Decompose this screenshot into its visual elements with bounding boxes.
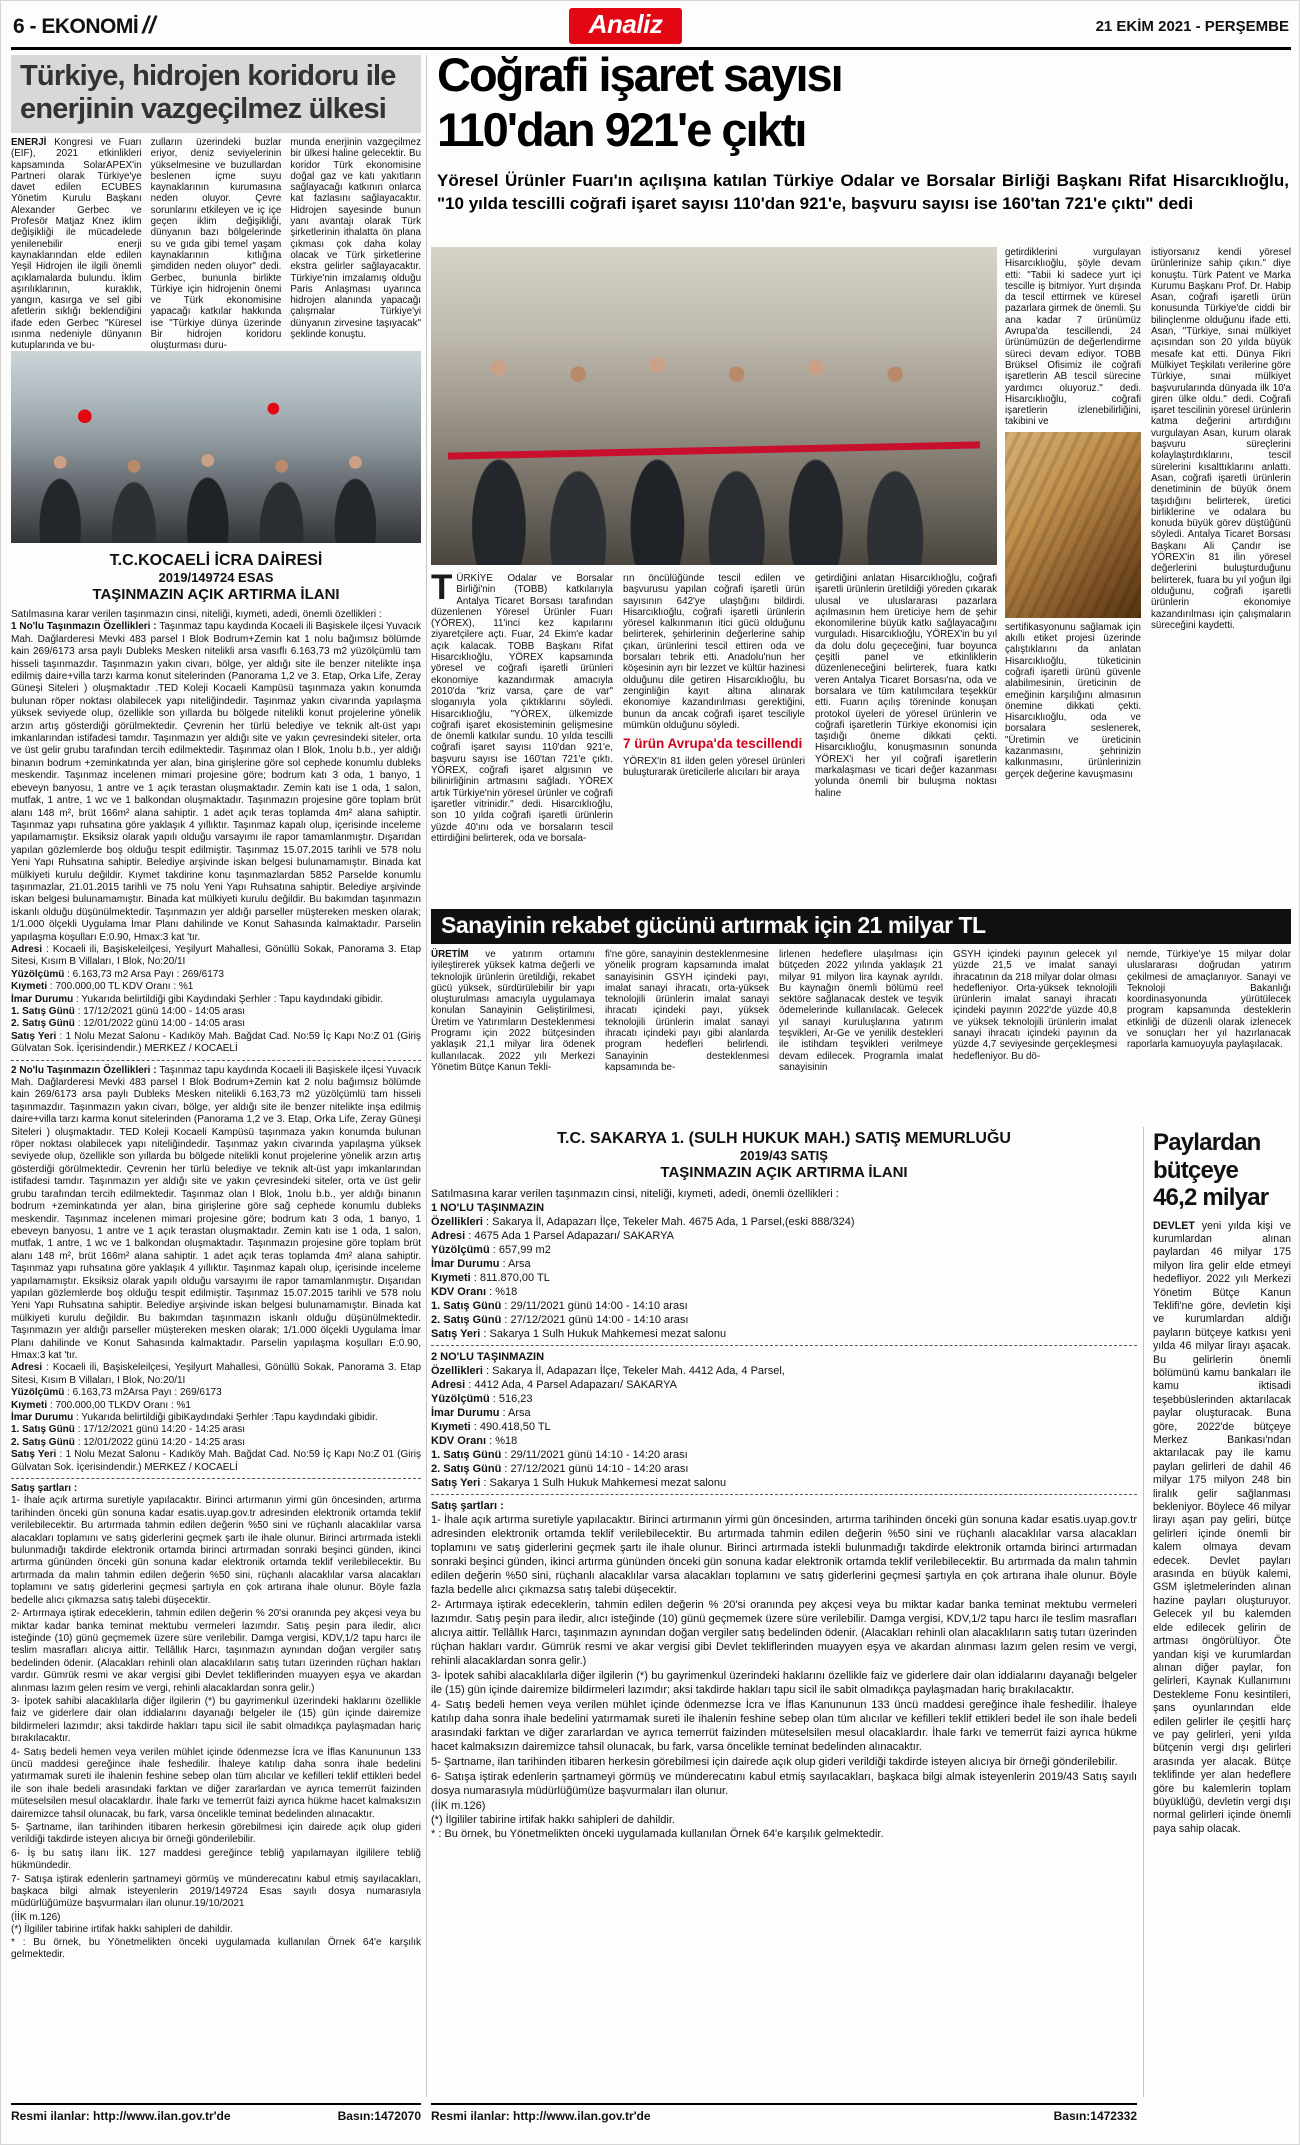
masthead: [13, 9, 1289, 43]
kocaeli-intro: Satılmasına karar verilen taşınmazın cinsi, niteliği, kıymeti, adedi, önemli özellikleri :: [11, 609, 382, 620]
hydrogen-title-line2: enerjinin vazgeçilmez ülkesi: [20, 93, 387, 125]
shares-article-title: [1153, 1129, 1291, 1212]
sakarya-field: İmar Durumu : Arsa: [431, 1407, 531, 1419]
kocaeli-field: Kıymeti : 700.000,00 TL KDV Oranı : %1: [11, 981, 194, 993]
official-ads-url: Resmi ilanlar: http://www.ilan.gov.tr'de: [431, 2109, 651, 2123]
sakarya-field: Kıymeti : 811.870,00 TL: [431, 1272, 550, 1284]
kocaeli-term-2: 2- Artırmaya iştirak edeceklerin, tahmin edilen değerin % 20'si oranında pey akçesi veya bu miktar kadar banka teminat mektubu vermeleri lazımdır. Satış peşin para iledir, alıcı isteğinde (10) günü geçmemek üzere süre verilebilir. Damga vergisi, KDV,1/2 tapu harcı ile teslim masrafları alıcıya aittir. Tellâllık Harcı, taşınmazın aynından doğan vergiler satış bedelinden ödenir. (Alacakları rehinli olan alacaklıların satış tutarı üzerinden rüçhan hakları vardır. Gümrük resmi ve akar vergisi gibi Devlet tekliflerinden muayyen eşya ve akardan alınması lazım gelen resim ve vergi, rehinli alacaklardan sonra gelir.): [11, 1608, 421, 1694]
geo-headline-line2: 110'dan 921'e çıktı: [437, 103, 806, 156]
kocaeli-field: 1. Satış Günü : 17/12/2021 günü 14:20 - 14:25 arası: [11, 1424, 246, 1436]
hydrogen-col2: zulların üzerindeki buzlar eriyor, deniz seviyelerinin yükselmesine ve buzullardan beslenen içme suyu kaynaklarının kurumasına neden oluyor. Çevre sorunlarını etkileyen ve iç içe geçen iklim değişikliği, dünyanın bazı bölgelerinde su ve gıda gibi temel yaşam kaynaklarının kıtlığına şimdiden neden oluyor" dedi. Gerbec, bununla birlikte Türkiye için hidrojenin önemi ve Türk ekonomisine yapacağı katkılar hakkında ise "Türkiye dünya üzerinde Bir hidrojen koridoru oluşturması duru-: [150, 137, 282, 352]
kocaeli-field: İmar Durumu : Yukarıda belirtildiği gibi Kaydındaki Şerhler : Tapu kaydındaki gibidir.: [11, 993, 384, 1005]
shares-lead-word: DEVLET: [1153, 1219, 1195, 1232]
shares-article: [1153, 1129, 1291, 2129]
sakarya-field: Kıymeti : 490.418,50 TL: [431, 1421, 551, 1433]
kocaeli-notice-title: TAŞINMAZIN AÇIK ARTIRMA İLANI: [92, 586, 340, 603]
newspaper-logo: Analiz: [569, 8, 683, 44]
divider: [431, 1345, 1137, 1346]
sakarya-field: Satış Yeri : Sakarya 1 Sulh Hukuk Mahkemesi mezat salonu: [431, 1328, 727, 1340]
sakarya-field: 2. Satış Günü : 27/12/2021 günü 14:10 - 14:20 arası: [431, 1463, 689, 1475]
sanayi-article-body: [431, 949, 1291, 1117]
ceremony-ribbon: [448, 442, 980, 460]
kocaeli-field: 2. Satış Günü : 12/01/2022 günü 14:00 - 14:05 arası: [11, 1018, 246, 1030]
kocaeli-note: (*) İlgililer tabirine irtifak hakkı sahipleri de dahildir.: [11, 1924, 233, 1936]
sakarya-terms-title: Satış şartları :: [431, 1500, 504, 1512]
kocaeli-auction-notice: [11, 551, 421, 2097]
kocaeli-terms-title: Satış şartları :: [11, 1483, 78, 1495]
hydrogen-title-line1: Türkiye, hidrojen koridoru ile: [20, 60, 396, 92]
sakarya-lot1-title: 1 NO'LU TAŞINMAZIN: [431, 1202, 545, 1214]
sakarya-term-6: 6- Satışa iştirak edenlerin şartnameyi görmüş ve münderecatını kabul etmiş sayılacakları, başkaca bilgi almak isteyenlerin 2019/43 Satış sayılı dosya numarasıyla müdürlüğümüze başvurmaları ilan olunur.: [431, 1771, 1137, 1797]
sakarya-term-2: 2- Artırmaya iştirak edeceklerin, tahmin edilen değerin % 20'si oranında pey akçesi veya bu miktar kadar banka teminat mektubu vermeleri lazımdır. Satış peşin para iledir, alıcı isteğinde (10) günü geçmemek üzere süre verilebilir. Damga vergisi, KDV,1/2 tapu harcı ile teslim masrafları alıcıya aittir. Tellâllık Harcı, taşınmazın aynından doğan vergiler satış bedelinden ödenir. (Alacakları rehinli olan alacaklıların satış tutarı üzerinden rüçhan hakları vardır. Gümrük resmi ve akar vergisi gibi Devlet tekliflerinden muayyen eşya ve akardan alınması lazım gelen resim ve vergi, rehinli alacaklardan sonra gelir.): [431, 1599, 1137, 1667]
kocaeli-field: Yüzölçümü : 6.163,73 m2Arsa Payı : 269/6173: [11, 1387, 222, 1399]
kocaeli-field: 2. Satış Günü : 12/01/2022 günü 14:20 - 14:25 arası: [11, 1436, 246, 1448]
kocaeli-term-4: 4- Satış bedeli hemen veya verilen mühlet içinde ödenmezse İcra ve İflas Kanununun 133 üncü maddesi gereğince ihale feshedilir. İhaleye katılıp daha sonra ihale bedelini yatırmamak sureti ile ihalenin feshine sebep olan tüm alıcılar ve kefilleri teklif ettikleri bedel ile son ihale bedeli arasındaki farktan ve diğer zararlardan ve ayrıca temerrüt faizinden müteselsilen mesul olacaklardır. İhale farkı ve temerrüt faizi ayrıca hükme hacet kalmaksızın dairemizce tahsil olunacak, bu fark, varsa öncelikle teminat bedelinden alınacaktır.: [11, 1746, 421, 1820]
sakarya-term-3: 3- İpotek sahibi alacaklılarla diğer ilgilerin (*) bu gayrimenkul üzerindeki haklarını özellikle faiz ve giderlere dair olan iddialarını dayanağı belgeler ile (15) gün içinde dairemize bildirmeleri lazımdır; aksi takdirde hakları tapu sicil ile sabit olmadıkça paylaşmadan hariç bırakılacaktır.: [431, 1670, 1137, 1696]
kocaeli-field: Adresi : Kocaeli ili, Başiskeleilçesi, Yeşilyurt Mahallesi, Gönüllü Sokak, Panorama 3. Etap Sitesi, Kısım B Villaları, I Blok, No:20/1I: [11, 943, 421, 968]
geo-headline-line1: Coğrafi işaret sayısı: [437, 48, 842, 101]
kocaeli-lot2-description: 2 No'lu Taşınmazın Özellikleri : Taşınmaz tapu kaydında Kocaeli ili Başiskele ilçesi Yuvacık Mah. Dağlarderesi Mevki 483 parsel I Blok Bodrum+Zemin kat 2 nolu bağımsız bölümde kain 269/6173 arsa paylı Dubleks Mesken nitelikli 6.163,73 m2 yüzölçümlü tam hisseli taşınmazdır. Taşınmazın yakın civarı, bölge, yer aldığı site ile benzer nitelikte inşa edilmiş daire+villa tarzı karma konut sitelerinden (Panorama 1,2 ve 3. Etap, Orka Life, Zeray Güneşi Siteleri ) oluşmaktadır. TED Koleji Kocaeli Kampüsü taşınmaza yakın konumda bulunan röper noktası olabilecek yapı niteliğindedir. Taşınmaz yakın civarında yapılaşma yüksek seviyede olup, özellikle son yıllarda bu bölgede nitelikli konut projelerine yönelik arzın artış gösterdiği görülmektedir. Çevrenin her türlü belediye ve teknik alt-üst yapı imkanlarından istifadesi tamdır. Taşınmazın yer aldığı site ve yakın çevresindeki siteler, orta ve üst gelir grubu tarafından tercih edilmektedir. Taşınmaz olan I Blok, 1nolu b.b., yer aldığı binanın bodrum +zeminkatında yer alan, bina girişlerine göre sağ cephede konumlu dubleks meskendir. Taşınmaz incelenen mimari projesine göre; bodrum katı 3 oda, 1 banyo, 1 ebeveyn banyosu, 1 antre ve 1 açık terastan oluşmaktadır. Zemin katı ise 1 oda, 1 salon, mutfak, 1 antre, 1 wc ve 1 balkondan oluşmaktadır. Taşınmazın projesine göre toplam brüt alanı 148 m², brüt 166m² alana sahiptir. 1 adet açık teras toplamda 4m² alana sahiptir. Taşınmaz yapı ruhsatına göre yaklaşık 4 yıllıktır. Taşınmaz kapalı olup, içerisinde inceleme yapılamamıştır. Eksiksiz olarak yapılı olduğu varsayımı ile rapor tamamlanmıştır. Dışarıdan yapılan gözlemlerde boş olduğu tespit edilmiştir. Taşınmaz 15.07.2015 tarihli ve 578 nolu Yeni Yapı Ruhsatına sahiptir. Belediye arşivinde iskan belgesi bulunamamıştır. Binada kat mülkiyeti kurulu değildir. Bu bakımdan taşınmazın iskanlı olduğu düşünülmektedir. Taşınmazın yer aldığı parseller müştereken mesken olarak; 1/1.000 ölçekli Uygulama İmar Planı dahilinde ve Konut Sahasında kalmaktadır. Parselin yapılaşma koşulları E:0.90, Hmax:3 kat 'tır.: [11, 1064, 421, 1361]
sakarya-field: Adresi : 4675 Ada 1 Parsel Adapazarı/ SAKARYA: [431, 1230, 674, 1242]
sakarya-field: Adresi : 4412 Ada, 4 Parsel Adapazarı/ SAKARYA: [431, 1379, 678, 1391]
kocaeli-term-3: 3- İpotek sahibi alacaklılarla diğer ilgilerin (*) bu gayrimenkul üzerindeki haklarını özellikle faiz ve giderlere dair olan iddialarını dayanağı belgeler ile (15) gün içinde dairemize bildirmeleri lazımdır; aksi takdirde hakları tapu sicil ile sabit olmadıkça paylaşmadan hariç bırakılacaktır.: [11, 1695, 421, 1745]
section-label: 6 - EKONOMİ: [13, 15, 139, 38]
kocaeli-field: 1. Satış Günü : 17/12/2021 günü 14:00 - 14:05 arası: [11, 1006, 246, 1017]
geo-col2b: YÖREX'in 81 ilden gelen yöresel ürünleri buluşturarak üreticilerle alıcıları bir araya: [623, 755, 805, 778]
sakarya-auction-notice: [431, 1129, 1137, 2097]
press-number: Basın:1472070: [337, 2109, 421, 2123]
sakarya-court-name: T.C. SAKARYA 1. (SULH HUKUK MAH.) SATIŞ MEMURLUĞU: [557, 1130, 1011, 1147]
shares-title-line3: 46,2 milyar: [1153, 1184, 1269, 1211]
press-number: Basın:1472332: [1053, 2109, 1137, 2123]
geo-col2a: rın öncülüğünde tescil edilen ve başvurusu yapılan coğrafi işaretli ürün sayısının 642'ye ulaştığını bildirdi. Hisarcıklıoğlu, coğrafi işaretli ürünlerin yöresel kalkınmanın itici gücü olduğunu belirterek, şehirlerinin değerlerine sahip çıkan, ürünlerini tescil ettiren oda ve borsaları tebrik etti. Anadolu'nun her köşesinin ayrı bir lezzet ve kültür hazinesi olduğunu dile getiren Hisarcıklıoğlu, bu zenginliğin kayıt altına alınarak ekonomiye kazandırılması gerektiğini, bunun da ancak coğrafi işaret tesciliyle mümkün olduğunu söyledi.: [623, 573, 805, 731]
hydrogen-article-body: [11, 137, 422, 352]
kocaeli-field: Kıymeti : 700.000,00 TLKDV Oranı : %1: [11, 1399, 191, 1411]
geo-article-body: [431, 568, 997, 901]
sakarya-intro: Satılmasına karar verilen taşınmazın cinsi, niteliği, kıymeti, adedi, önemli özellikleri :: [431, 1188, 839, 1200]
sakarya-note: (*) İlgililer tabirine irtifak hakkı sahipleri de dahildir.: [431, 1814, 675, 1826]
hydrogen-article-title: [11, 55, 421, 133]
kocaeli-lot1-description: 1 No'lu Taşınmazın Özellikleri : Taşınmaz tapu kaydında Kocaeli ili Başiskele ilçesi Yuvacık Mah. Dağlarderesi Mevki 483 parsel I Blok Bodrum+Zemin kat 1 nolu bağımsız bölümde kain 269/6173 arsa paylı Dubleks Mesken nitelikli arsa vasıflı 6.163,73 m2 yüzölçümlü tam hisseli taşınmazdır. Taşınmazın yakın civarı, bölge, yer aldığı site ile benzer nitelikte inşa edilmiş daire+villa tarzı karma konut sitelerinden (Panorama 1,2 ve 3. Etap, Orka Life, Zeray Güneşi Siteleri ) oluşmaktadır .TED Koleji Kocaeli Kampüsü taşınmaza yakın konumda bulunan röper noktası olabilecek yapı niteliğindedir. Taşınmaz yakın civarında yapılaşma yüksek seviyede olup, özellikle son yıllarda bu bölgede nitelikli konut projelerine yönelik arzın artış gösterdiği görülmektedir. Çevrenin her türlü belediye ve teknik alt-üst yapı imkanlarından istifadesi tamdır. Taşınmazın yer aldığı site ve yakın çevresindeki siteler, orta ve üst gelir grubu tarafından tercih edilmektedir. Taşınmaz olan I Blok, 1nolu b.b., yer aldığı binanın bodrum +zeminkatında yer alan, bina girişlerine göre sol cephede konumlu dubleks meskendir. Taşınmaz incelenen mimari projesine göre; bodrum katı 3 oda, 1 banyo, 1 ebeveyn banyosu, 1 antre ve 1 açık terastan oluşmaktadır. Zemin katı ise 1 oda, 1 salon, mutfak, 1 antre, 1 wc ve 1 balkondan oluşmaktadır. Taşınmazın projesine göre toplam brüt alanı 148 m², brüt 166m² alana sahiptir. 1 adet açık teras toplamda 4m² alana sahiptir. Taşınmaz yapı ruhsatına göre yaklaşık 4 yıllıktır. Taşınmaz kapalı olup, içerisinde inceleme yapılamamıştır. Eksiksiz olarak yapılı olduğu varsayımı ile rapor tamamlanmıştır. Dışarıdan yapılan gözlemlerde boş olduğu tespit edilmiştir. Taşınmaz 15.07.2015 tarihli ve 578 nolu Yeni Yapı Ruhsatına sahiptir. Belediye arşivinde iskan belgesi bulunamamıştır. Binada kat mülkiyeti kurulu değildir. Kıymet takdirine konu taşınmazlardan 5852 Parselde konumlu taşınmazlar, 21.01.2015 tarihli ve 75 nolu Yeni Yapı Ruhsatına sahiptir. Belediye arşivinde iskan belgesi bulunamamıştır. Binada kat mülkiyeti kurulu değildir. Bu bakımdan taşınmazın iskanlı olduğu düşünülmektedir. Taşınmazın yer aldığı parseller müştereken mesken olarak; 1/1.000 ölçekli Uygulama İmar Planı dahilinde ve Konut Sahasında kalmaktadır. Parselin yapılaşma koşulları E:0.90, Hmax:3 kat 'tır.: [11, 621, 421, 943]
kocaeli-court-name: T.C.KOCAELİ İCRA DAİRESİ: [109, 552, 323, 569]
divider: [11, 1478, 421, 1479]
geo-dropcap: T: [431, 568, 453, 607]
sanayi-col1: ÜRETİM ve yatırım ortamını iyileştirerek yüksek katma değerli ve teknolojik ürünlerin üretildiği, rekabet gücü yüksek, sürdürülebilir bir yapı oluşturulması amacıyla uygulamaya konulan Sanayinin Geliştirilmesi, Üretim ve Yatırımların Desteklenmesi Programı için 2022 bütçesinden yaklaşık 21,1 milyar lira ödenek kullanılacak. 2022 yılı Merkezi Yönetim Bütçe Kanun Tekli-: [431, 949, 595, 1073]
official-ads-url: Resmi ilanlar: http://www.ilan.gov.tr'de: [11, 2109, 231, 2123]
sakarya-lot2-title: 2 NO'LU TAŞINMAZIN: [431, 1351, 545, 1363]
sakarya-case-number: 2019/43 SATIŞ: [740, 1148, 828, 1163]
geo-col4b: sertifikasyonunu sağlamak için akıllı etiket projesi üzerinde çalıştıklarını da anlatan Hisarcıklıoğlu, tüketicinin coğrafi işaretli ürünü güvenle alabilmesinin, üreticinin de emeğinin karşılığını almasının önemine dikkati çekti. Hisarcıklıoğlu, oda ve borsalara seslenerek, "Üretimin ve üreticinin kazanmasını, şehrinizin kalkınmasını, ürünlerinizin gerçek değerine kavuşmasını: [1005, 621, 1141, 780]
hydrogen-lead-word: ENERJİ: [11, 137, 47, 148]
sakarya-notice-title: TAŞINMAZIN AÇIK ARTIRMA İLANI: [660, 1164, 908, 1181]
geo-col2: [623, 573, 805, 901]
geo-article-headline: [437, 47, 1293, 157]
geo-col5: istiyorsanız kendi yöresel ürünlerinize sahip çıkın." diye konuştu. Türk Patent ve Marka Kurumu Başkanı Prof. Dr. Habip Asan, coğrafi işaretli ürün konusunda Türkiye'de ciddi bir bilinçlenme olduğunu ifade etti. Asan, "Türkiye, sınai mülkiyet açısından son 20 yılda büyük mesafe kat etti. Dünya Fikri Mülkiyet Teşkilatı verilerine göre Türkiye, sınai mülkiyet başvurularında dünyada ilk 10'a giren ülke oldu." dedi. Coğrafi işaret tescilinin yöresel ürünlerin katma değerini artırdığını vurgulayan Asan, kurum olarak başvuru süreçlerini kolaylaştırdıklarını, tescil sürelerini kısalttıklarını anlattı. Asan, coğrafi işaretli ürünlerin denetiminin de büyük önem taşıdığını belirterek, üretici birliklerine ve odalara bu konuda büyük görev düştüğünü söyledi. Antalya Ticaret Borsası Başkanı Ali Çandır ise YÖREX'in 81 ilin yöresel değerlerini buluşturduğunu belirterek, fuara bu yıl yoğun ilgi olduğunu, coğrafi işaretli ürünlerin ekonomiye kazandırılması için çalışmaların süreceğini kaydetti.: [1151, 247, 1291, 631]
slashes-mark: //: [142, 12, 156, 39]
sakarya-field: Yüzölçümü : 516,23: [431, 1393, 533, 1405]
sakarya-field: KDV Oranı : %18: [431, 1435, 518, 1447]
issue-date: 21 EKİM 2021 - PERŞEMBE: [1095, 17, 1289, 35]
shares-title-line1: Paylardan: [1153, 1129, 1261, 1156]
sakarya-field: Satış Yeri : Sakarya 1 Sulh Hukuk Mahkemesi mezat salonu: [431, 1477, 727, 1489]
sakarya-field: Özellikleri : Sakarya İl, Adapazarı İlçe, Tekeler Mah. 4412 Ada, 4 Parsel,: [431, 1365, 785, 1377]
divider: [431, 1494, 1137, 1495]
kocaeli-term-6: 6- İş bu satış ilanı İİK. 127 maddesi gereğince tebliğ yapılamayan ilgililere tebliğ hükmündedir.: [11, 1847, 421, 1872]
sakarya-field: Özellikleri : Sakarya İl, Adapazarı İlçe, Tekeler Mah. 4675 Ada, 1 Parsel,(eski 888/324): [431, 1216, 855, 1228]
kocaeli-field: Satış Yeri : 1 Nolu Mezat Salonu - Kadıköy Mah. Bağdat Cad. No:59 İç Kapı No:Z 01 (Giriş Gülvatan Sok. İçerisindendir.) MERKEZ / KOCAELİ: [11, 1030, 421, 1055]
kocaeli-field: Adresi : Kocaeli ili, Başiskeleilçesi, Yeşilyurt Mahallesi, Gönüllü Sokak, Panorama 3. Etap Sitesi, Kısım B Villaları, I Blok, No:20/1I: [11, 1362, 421, 1386]
kocaeli-term-7: 7- Satışa iştirak edenlerin şartnameyi görmüş ve münderecatını kabul etmiş sayılacakları, başkaca bilgi almak isteyenlerin 2019/149724 Esas sayılı dosya numarasıyla müdürlüğümüze başvurmaları ilan olunur.19/10/2021: [11, 1873, 421, 1910]
hydrogen-col1: ENERJİ Kongresi ve Fuarı (EIF), 2021 etkinlikleri kapsamında SolarAPEX'in Partneri olarak Türkiye'ye davet edilen ECUBES Yönetim Kurulu Başkanı Alexander Gerbec ve Profesör Matjaz Knez iklim değişikliği ile mücadelede yenilenebilir enerji kaynaklarından elde edilen Yeşil Hidrojen ile ilgili önemli açıklamalarda bulundu. İklim aşırılıklarının, kuraklık, yangın, kasırga ve sel gibi afetlerin sıklığı beklendiğini ifade eden Gerbec "Küresel ısınma nedeniyle dünyanın kutuplarında ve bu-: [11, 137, 142, 352]
kocaeli-case-number: 2019/149724 ESAS: [158, 570, 274, 585]
sanayi-col3: lirlenen hedeflere ulaşılması için bütçeden 2022 yılında yaklaşık 21 milyar 91 milyon lira kaynak ayrıldı. Bu kaynağın önemli bölümü reel sektöre sağlanacak destek ve teşvik ödemelerinde kullanılacak. Gelecek yıl sanayi kuruluşlarına yatırım teşvikleri, Ar-Ge ve yenilik destekleri ile istihdam teşvikleri verilmeye devam edilecek. Programla imalat sanayisinin: [779, 949, 943, 1073]
shares-title-line2: bütçeye: [1153, 1156, 1239, 1184]
sakarya-field: 1. Satış Günü : 29/11/2021 günü 14:00 - 14:10 arası: [431, 1300, 688, 1312]
sanayi-col2: fi'ne göre, sanayinin desteklenmesine yönelik program kapsamında imalat sanayisinin GSYH içindeki payı, imalat sanayi ihracatı, orta-yüksek teknolojili ürünlerin imalat sanayi ihracatı içindeki payı, yüksek teknolojili ürünlerin imalat sanayi ihracatı içindeki payı gibi alanlarda program hedefleri belirlendi. Sanayinin desteklenmesi kapsamında be-: [605, 949, 769, 1073]
column-rule-left: [426, 55, 427, 2097]
sakarya-term-4: 4- Satış bedeli hemen veya verilen mühlet içinde ödenmezse İcra ve İflas Kanununun 133 üncü maddesi gereğince ihale feshedilir. İhaleye katılıp daha sonra ihale bedelini yatırmamak sureti ile ihalenin feshine sebep olan tüm alıcılar ve kefilleri teklif ettikleri bedel ile son ihale bedeli arasındaki farktan ve diğer zararlardan ve ayrıca temerrüt faizinden müteselsilen mesul olacaklardır. İhale farkı ve temerrüt faizi ayrıca hükme hacet kalmaksızın dairemizce tahsil olunacak, bu fark, varsa öncelikle teminat bedelinden alınacaktır.: [431, 1699, 1137, 1753]
hydrogen-col3: munda enerjinin vazgeçilmez bir ülkesi haline gelecektir. Bu koridor Türk ekonomisine doğal gaz ve katı yakıtların sağlayacağı katkının onlarca kat fazlasını sağlayacaktır. Hidrojen sayesinde bunun yanı avantajı olarak Türk şirketlerinin ithalatta ön plana çıkması çok daha kolay olacak ve Türk şirketlerine ekstra gelirler sağlayacaktır. Türkiye'nin imzalamış olduğu Paris Anlaşması uyarınca hidrojen alanında yapacağı çalışmalar Türkiye'yi dünyanın zirvesine taşıyacak" şeklinde konuştu.: [290, 137, 422, 341]
sakarya-field: 1. Satış Günü : 29/11/2021 günü 14:10 - 14:20 arası: [431, 1449, 688, 1461]
kocaeli-notice-footer: [11, 2103, 421, 2123]
geo-col3: getirdiğini anlatan Hisarcıklıoğlu, coğrafi işaretli ürünlerin üretildiği yöreden çıkarak ulusal ve uluslararası pazarlara açılmasının hem üreticiye hem de şehir ekonomilerine büyük katkı sağlayacağını vurguladı. Hisarcıklıoğlu, YÖREX'in bu yıl da dolu dolu geçeceğini, fuar boyunca çeşitli panel ve etkinliklerin düzenleneceğini belirterek, fuara katkı veren Antalya Ticaret Borsası'na, oda ve borsalara ve tüm katılımcılara teşekkür etti. Fuarın açılış töreninde konuşan protokol üyeleri de yöresel ürünlerin ve coğrafi işaretlerin Türkiye ekonomisi için taşıdığı öneme dikkati çekti. Hisarcıklıoğlu, konuşmasının sonunda YÖREX'i her yıl coğrafi işaretlerin markalaşması ve ticari değer kazanması yolunda önemli bir buluşma noktası haline: [815, 573, 997, 799]
geo-col1: TÜRKİYE Odalar ve Borsalar Birliği'nin (TOBB) katkılarıyla Antalya Ticaret Borsası tarafından düzenlenen Yöresel Ürünler Fuarı (YÖREX), 11'inci kez kapılarını ziyaretçilere açtı. Fuar, 24 Ekim'e kadar açık kalacak. TOBB Başkanı Rifat Hisarcıklıoğlu, YÖREX kapsamında yöresel ve coğrafi işaretli ürünleri ekonomiye kazandırmak amacıyla 2010'da "kriz varsa, çare de var" sloganıyla yola çıktıklarını söyledi. Hisarcıklıoğlu, "YÖREX, ülkemizde coğrafi işaret ekosisteminin gelişmesine de önemli katkılar sundu. 10 yılda tescilli coğrafi işaret sayısı 110'dan 921'e, başvuru sayısı ise 160'tan 721'e çıktı. YÖREX, coğrafi işaret algısının ve bilinirliğinin artmasını sağladı. YÖREX artık Türkiye'nin yöresel ürünler ve coğrafi işaretler vitrinidir." dedi. Hisarcıklıoğlu, son 10 yılda coğrafi işaretli ürünlerin yüzde 40'ını oda ve borsaların tescil ettirdiğini belirterek, oda ve borsala-: [431, 568, 613, 844]
sakarya-field: Yüzölçümü : 657,99 m2: [431, 1244, 551, 1256]
kocaeli-note: * : Bu örnek, bu Yönetmelikten önceki uygulamada kullanılan Örnek 64'e karşılık gelmektedir.: [11, 1936, 421, 1961]
sakarya-field: KDV Oranı : %18: [431, 1286, 518, 1298]
sanayi-article-title: Sanayinin rekabet gücünü artırmak için 21 milyar TL: [431, 909, 1291, 944]
sanayi-col5: nemde, Türkiye'ye 15 milyar dolar uluslararası doğrudan yatırım çekilmesi de amaçlanıyor. Sanayi ve Teknoloji Bakanlığı koordinasyonunda yürütülecek program kapsamında desteklerin etkinliği de düzenli olarak izlenecek ve sonuçları her yıl hazırlanacak raporlarla kamuoyuyla paylaşılacak.: [1127, 949, 1291, 1051]
sakarya-field: 2. Satış Günü : 27/12/2021 günü 14:00 - 14:10 arası: [431, 1314, 689, 1326]
kocaeli-term-5: 5- Şartname, ilan tarihinden itibaren herkesin görebilmesi için dairede açık olup gideri verildiği takdirde isteyen alıcıya bir örneği gönderilebilir.: [11, 1822, 421, 1846]
geo-article-deck: Yöresel Ürünler Fuarı'ın açılışına katılan Türkiye Odalar ve Borsalar Birliği Başkanı Rifat Hisarcıklıoğlu, "10 yılda tescilli coğrafi işaret sayısı 110'dan 921'e, başvuru sayısı ise 160'tan 721'e çıktı" dedi: [437, 171, 1289, 213]
column-rule-right: [1143, 1127, 1144, 2097]
sakarya-note: (İİK m.126): [431, 1800, 486, 1812]
hydrogen-event-photo: [11, 351, 421, 543]
divider: [11, 1060, 421, 1061]
sakarya-field: İmar Durumu : Arsa: [431, 1258, 531, 1270]
sakarya-term-1: 1- İhale açık artırma suretiyle yapılacaktır. Birinci artırmanın yirmi gün öncesinden, artırma tarihinden önceki gün sonuna kadar esatis.uyap.gov.tr adresinden elektronik ortamda teklif verilebilecektir. Bu artırmada tahmin edilen değerin %50 sini ve rüçhanlı alacaklılar varsa alacakları toplamını ve satış giderlerini geçmek şartı ile ihale olunur. Birinci artırmada istekli bulunmadığı takdirde elektronik ortamda birinci artırmadan sonraki beşinci günden, ikinci artırma gününden önceki gün sonuna kadar elektronik ortamda teklif verilebilecektir. Bu artırmada da malın tahmin edilen değerin %50 sini, rüçhanlı alacaklılar varsa alacakları toplamını ve satış giderlerini geçmesi şartıyla en çok artırana ihale olunur. Böyle fazla bedelle alıcı çıkmazsa satış talebi düşecektir.: [431, 1514, 1137, 1596]
kocaeli-term-1: 1- İhale açık artırma suretiyle yapılacaktır. Birinci artırmanın yirmi gün öncesinden, artırma tarihinden önceki gün sonuna kadar esatis.uyap.gov.tr adresinden elektronik ortamda teklif verilebilecektir. Bu artırmada tahmin edilen değerin %50 sini ve rüçhanlı alacaklılar varsa alacakları toplamını ve satış giderlerini geçmek şartı ile ihale olunur. Birinci artırmada istekli bulunmadığı takdirde elektronik ortamda birinci artırmadan sonraki beşinci günden, ikinci artırma gününden önceki gün sonuna kadar elektronik ortamda teklif verilebilecektir. Bu artırmada da malın tahmin edilen değerin %50 sini, rüçhanlı alacaklılar varsa alacakları toplamını ve satış giderlerini geçmesi şartıyla en çok artırana ihale olunur. Böyle fazla bedelle alıcı çıkmazsa satış talebi düşecektir.: [11, 1495, 421, 1606]
sakarya-term-5: 5- Şartname, ilan tarihinden itibaren herkesin görebilmesi için dairede açık olup gideri verildiği takdirde isteyen alıcıya bir örneği gönderilebilir.: [431, 1756, 1118, 1768]
basket-weaving-photo: [1005, 432, 1141, 618]
sakarya-notice-footer: [431, 2103, 1137, 2123]
sanayi-lead-word: ÜRETİM: [431, 949, 469, 960]
geo-col4-wrap: [1005, 247, 1141, 901]
kocaeli-field: Yüzölçümü : 6.163,73 m2 Arsa Payı : 269/6173: [11, 968, 224, 980]
kocaeli-note: (İİK m.126): [11, 1911, 61, 1923]
kocaeli-field: İmar Durumu : Yukarıda belirtildiği gibiKaydındaki Şerhler :Tapu kaydındaki gibidir.: [11, 1412, 378, 1423]
yorex-opening-photo: [431, 247, 997, 565]
geo-red-subhead: 7 ürün Avrupa'da tescillendi: [623, 736, 803, 752]
sanayi-col4: GSYH içindeki payının gelecek yıl yüzde 21,5 ve imalat sanayi ihracatının da 218 milyar dolar olması hedefleniyor. Orta-yüksek teknolojili ürünlerin imalat sanayi ihracatı içindeki payının 2022'de yüzde 40,8 ve yüksek teknolojili ürünlerin imalat sanayi ihracatı içindeki payının da yüzde 4,7 seviyesinde gerçekleşmesi hedefleniyor. Bu dö-: [953, 949, 1117, 1062]
kocaeli-field: Satış Yeri : 1 Nolu Mezat Salonu - Kadıköy Mah. Bağdat Cad. No:59 İç Kapı No:Z 01 (Giriş Gülvatan Sok. İçerisindendir.) MERKEZ / KOCAELİ: [11, 1449, 421, 1473]
sakarya-note: * : Bu örnek, bu Yönetmelikten önceki uygulamada kullanılan Örnek 64'e karşılık gelmektedir.: [431, 1828, 884, 1840]
geo-col4a: getirdiklerini vurgulayan Hisarcıklıoğlu, şöyle devam etti: "Tabii ki sadece yurt içi tescille iş bitmiyor. Yurt dışında da tescil ettirmek ve küresel pazarlara girmek de önemli. Şu ana kadar 7 ürünümüz Avrupa'da tescillendi, 24 ürünümüzün de değerlendirme süreci devam ediyor. TOBB Brüksel Ofisimiz ile coğrafi işaretlerin AB tescil sürecine yardımcı oluyoruz." dedi. Hisarcıklıoğlu, coğrafi işaretlerin izlenebilirliğini, takibini ve: [1005, 247, 1141, 428]
shares-article-body: DEVLET yeni yılda kişi ve kurumlardan alınan paylardan 46 milyar 175 milyon lira gelir elde etmeyi hedefliyor. 2022 yılı Merkezi Yönetim Bütçe Kanun Teklifi'ne göre, devletin kişi ve kurumlardan aldığı payların bütçeye katkısı yeni yılda 46 milyar lirayı aşacak. Bu gelirlerin önemli bölümünü kamu bankaları ile kamu iktisadi teşebbüslerinden aktarılacak paylar oluşturacak. Buna göre, 2022'de bütçeye Merkez Bankası'ndan aktarılacak pay ile kamu payları gelirleri de dahil 46 milyar 175 milyon 248 bin liralık gelir sağlanması bekleniyor. Böylece 46 milyar lirayı aşan pay geliri, bütçe gelirleri içinde önemli bir kalem olmaya devam edecek. Devlet payları arasında en büyük kalemi, GSM işletmelerinden alınan hazine payları oluşturuyor. Gelecek yıl bu kalemden elde edilecek gelirin de artması öngörülüyor. Öte yandan kişi ve kurumlardan alınan diğer paylar, fon gelirleri, Kaynak Kullanımını Destekleme Fonu kesintileri, şans oyunlarından elde edilen gelirler ile çeşitli harç ve pay gelirleri, yeni yılda bütçenin vergi dışı gelirleri arasında yer alacak. Bütçe teklifinde yer alan hedeflere göre bu kalemlerin toplam büyüklüğü, devletin vergi dışı normal gelirleri içinde önemli paya sahip olacak.: [1153, 1219, 1291, 1835]
